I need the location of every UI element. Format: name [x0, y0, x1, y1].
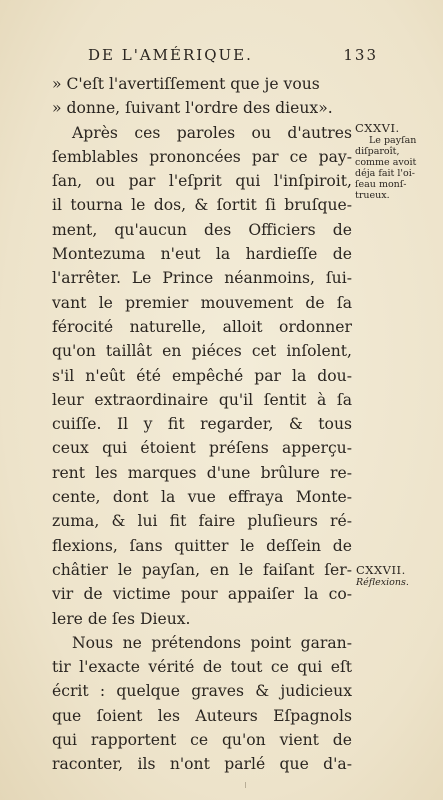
margin-note-line: diſparoît, [355, 146, 400, 157]
text-line: châtier le payſan, en le faiſant ſer- [52, 560, 352, 579]
running-title: DE L'AMÉRIQUE. [88, 46, 253, 64]
text-line: vir de victime pour appaiſer la co- [52, 585, 352, 604]
text-line: ſemblables prononcées par ce pay- [52, 147, 352, 166]
text-line: vant le premier mouvement de ſa [52, 293, 352, 312]
text-line: Après ces paroles ou d'autres [72, 123, 352, 142]
margin-note-number: CXXVI. [355, 121, 400, 135]
margin-note-number: CXXVII. [356, 563, 406, 577]
page-number: 133 [343, 46, 378, 64]
margin-note-cxxvi [355, 121, 435, 201]
text-line: tir l'exacte vérité de tout ce qui eſt [52, 658, 352, 677]
margin-note-line: Le payſan [369, 135, 417, 146]
margin-note-line: déja fait l'oi- [355, 168, 416, 179]
text-line: Montezuma n'eut la hardieſſe de [52, 245, 352, 264]
text-line: férocité naturelle, alloit ordonner [52, 317, 352, 336]
main-text [52, 72, 352, 777]
running-header [88, 46, 378, 64]
text-line: zuma, & lui fit faire pluſieurs ré- [52, 512, 352, 531]
text-line: il tourna le dos, & ſortit ſi bruſque- [52, 196, 352, 215]
page-edge-mark [245, 782, 246, 788]
text-line: raconter, ils n'ont parlé que d'a- [52, 755, 352, 774]
text-line: qui rapportent ce qu'on vient de [52, 731, 352, 750]
text-line: écrit : quelque graves & judicieux [52, 682, 352, 701]
text-line: leur extraordinaire qu'il ſentit à ſa [52, 390, 352, 409]
margin-note-line: comme avoit [355, 157, 417, 168]
text-line: qu'on taillât en piéces cet inſolent, [52, 342, 352, 361]
text-line: ment, qu'aucun des Officiers de [52, 220, 352, 239]
margin-note-cxxvii [356, 563, 436, 588]
text-line: » donne, ſuivant l'ordre des dieux». [52, 99, 333, 118]
text-line: flexions, ſans quitter le deſſein de [52, 536, 352, 555]
margin-note-line: Réflexions. [356, 577, 409, 588]
text-line: lere de ſes Dieux. [52, 609, 191, 628]
text-line: s'il n'eût été empêché par la dou- [52, 366, 352, 385]
text-line: que ſoient les Auteurs Eſpagnols [52, 706, 352, 725]
text-line: cuiſſe. Il y fit regarder, & tous [52, 415, 352, 434]
text-line: rent les marques d'une brûlure re- [52, 463, 352, 482]
margin-note-line: ſeau monſ- [355, 179, 407, 190]
text-line: cente, dont la vue effraya Monte- [52, 488, 352, 507]
text-line: » C'eſt l'avertiſſement que je vous [52, 75, 320, 93]
text-line: l'arrêter. Le Prince néanmoins, ſui- [52, 269, 352, 288]
text-line: ſan, ou par l'eſprit qui l'inſpiroit, [52, 172, 352, 191]
text-line: Nous ne prétendons point garan- [72, 633, 352, 652]
margin-note-line: trueux. [355, 190, 390, 201]
text-line: ceux qui étoient préſens apperçu- [52, 439, 352, 458]
